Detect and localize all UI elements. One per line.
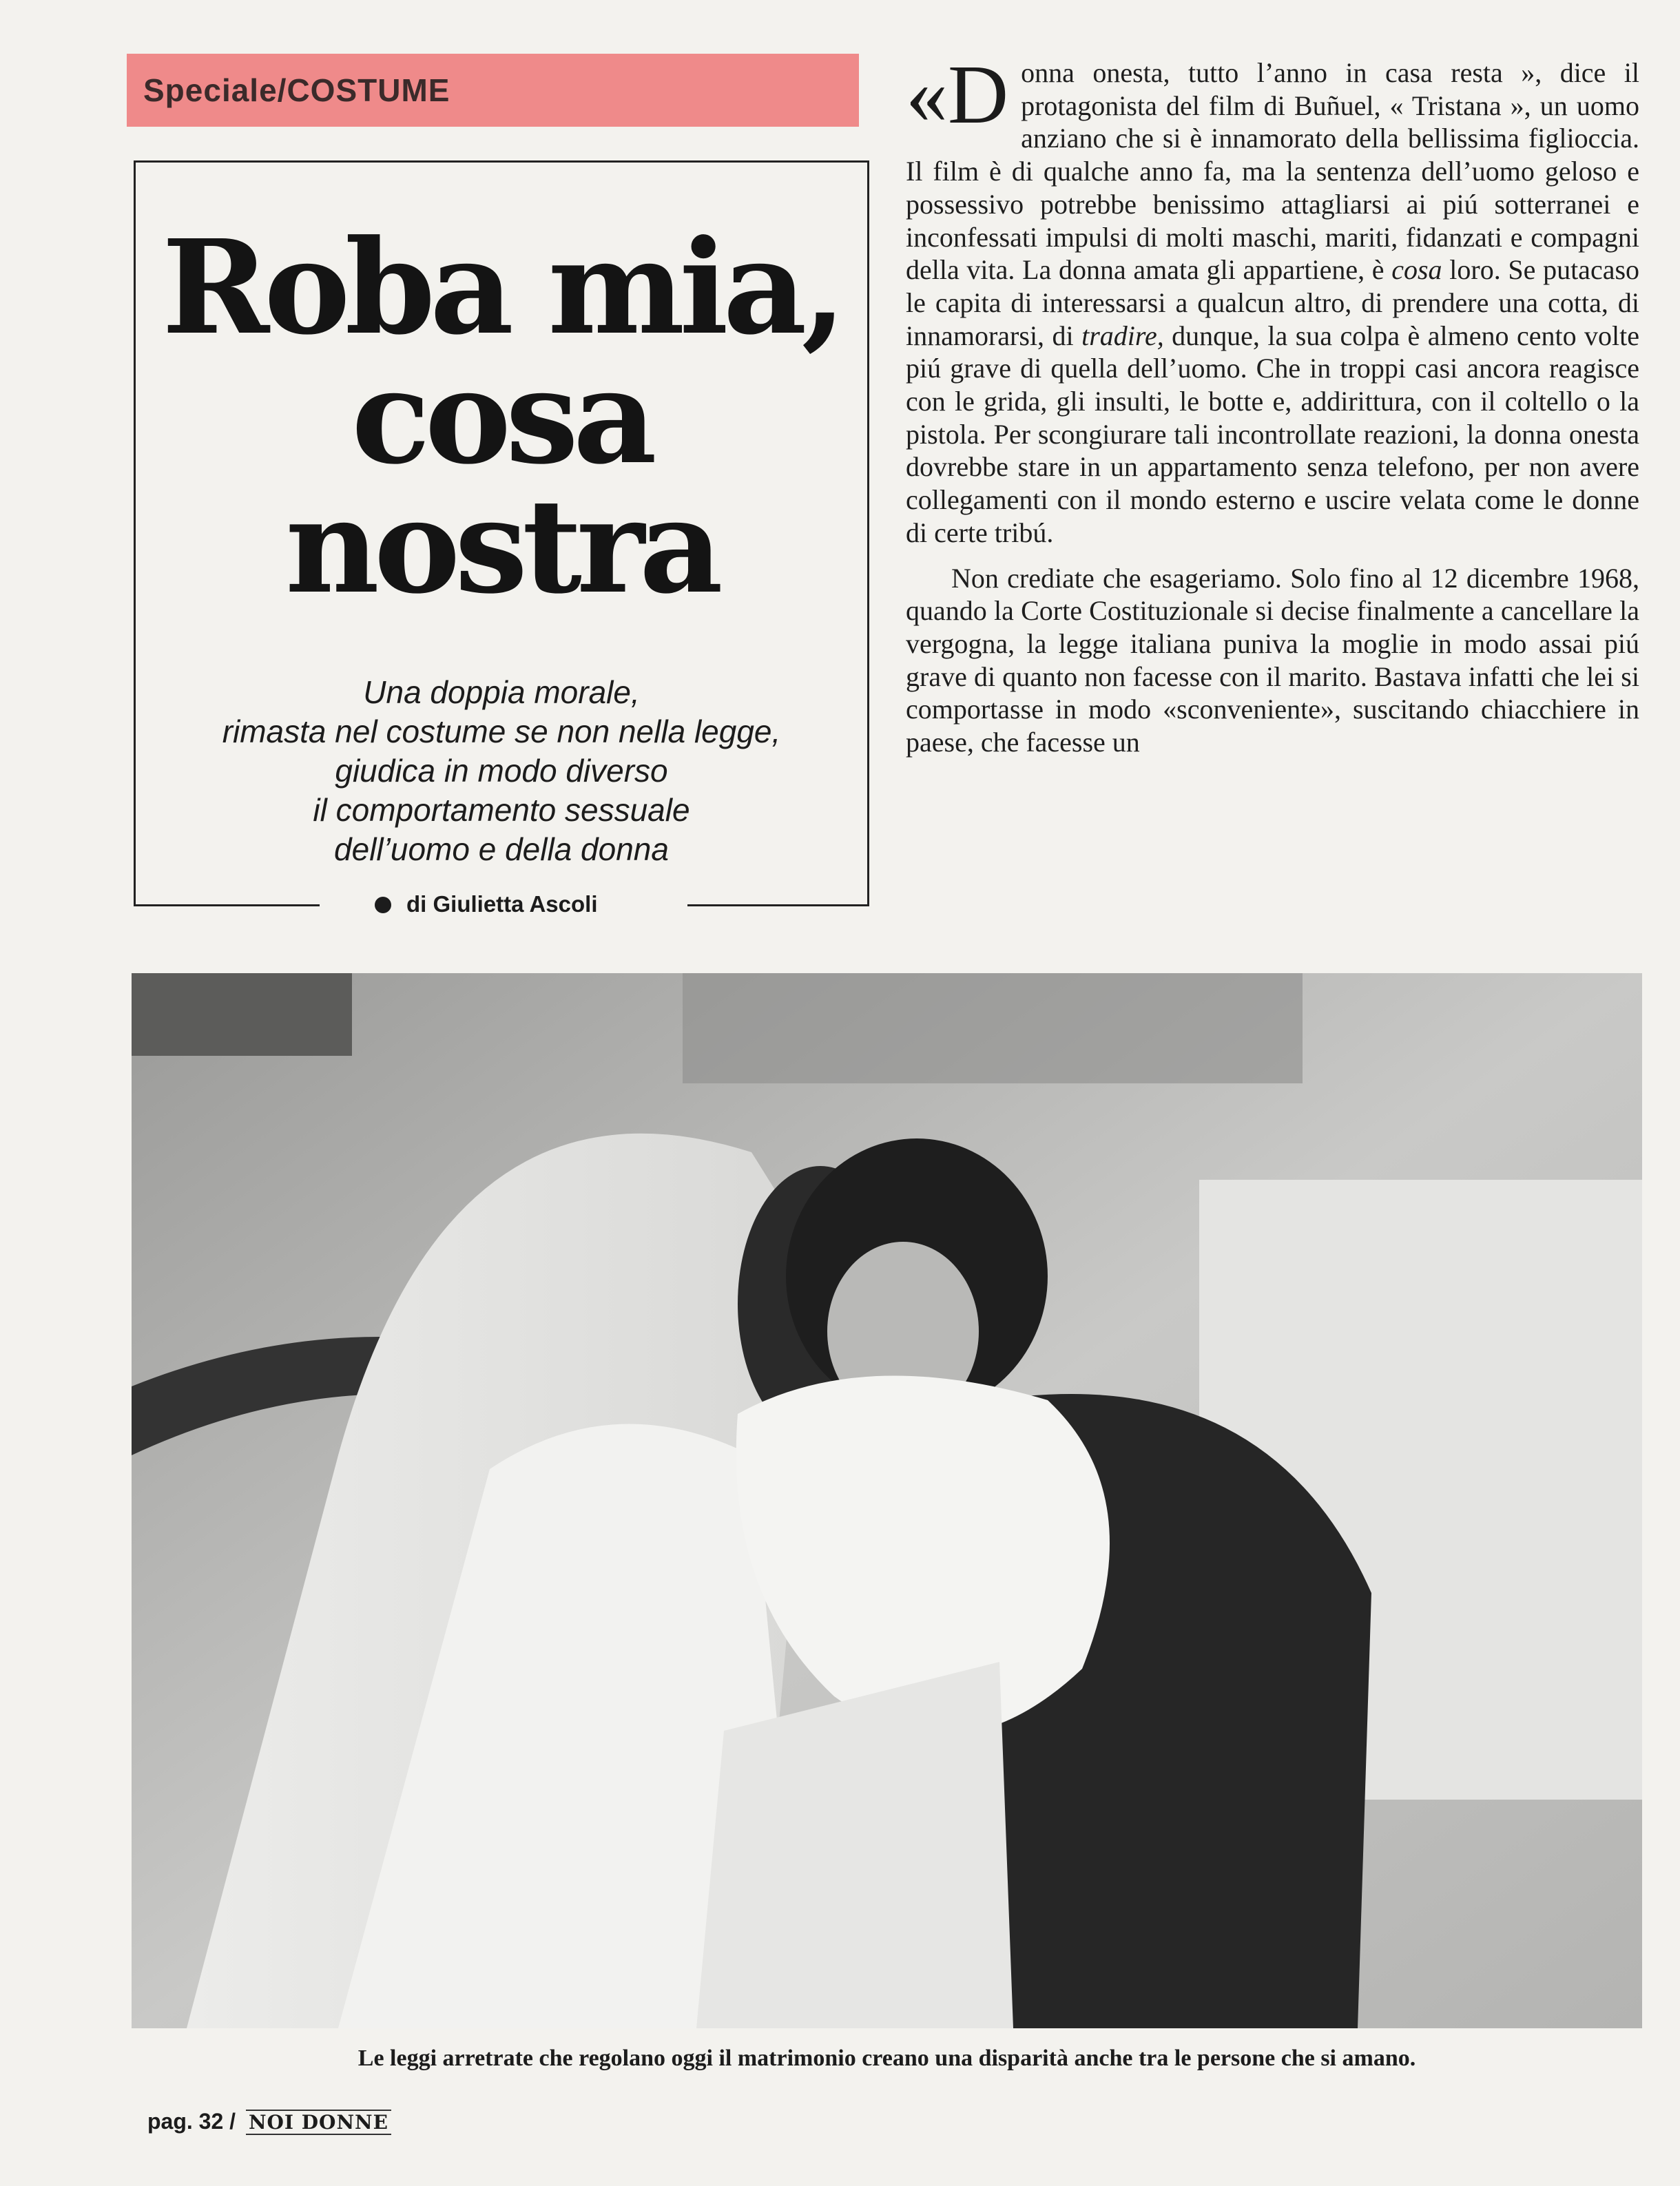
wedding-photo [132,973,1642,2028]
section-header-band [127,54,859,127]
page-number: pag. 32 [147,2109,224,2134]
body-paragraph-2: Non crediate che esageriamo. Solo fino al 12 dicembre 1968, quando la Corte Costituzionale si decise finalmente a cancellare la vergogna, la legge italiana puniva la moglie in modo assai piú grave di quanto non facesse con il marito. Bastava infatti che lei si comportasse in modo «sconveniente», suscitando chiacchiere in paese, che facesse un [906,562,1639,758]
byline [375,891,598,917]
paragraph-1-part-3: dunque, la sua colpa è almeno cento volte piú grave di quella dell’uomo. Che in troppi casi ancora reagisce con le grida, gli insulti, le botte e, addirittura, con il coltello o la pistola. Per scongiurare tali incontrollate reazioni, la donna onesta dovrebbe stare in un appartamento senza telefono, per non avere collegamenti con il mondo esterno e uscire velata come le donne di certe tribú. [906,320,1639,548]
magazine-logo: NOI DONNE [246,2110,391,2135]
paragraph-1-emphasis-2: tradire, [1081,320,1164,351]
article-body [906,56,1639,904]
wedding-photo-illustration [132,973,1642,2028]
bullet-icon [375,897,391,913]
paragraph-1-emphasis-1: cosa [1391,254,1442,286]
article-deck: Una doppia morale, rimasta nel costume se non nella legge, giudica in modo diverso il comportamento sessuale dell’uomo e della donna [222,674,781,867]
section-label: Speciale/COSTUME [143,72,450,108]
byline-rule-right [687,904,869,906]
body-paragraph-1 [906,56,1639,550]
byline-text: di Giulietta Ascoli [406,891,598,917]
article-title: Roba mia, cosa nostra [162,211,841,623]
photo-caption: Le leggi arretrate che regolano oggi il matrimonio creano una disparità anche tra le persone che si amano. [357,2046,1416,2071]
drop-cap: «D [906,56,1009,141]
byline-rule-left [134,904,320,906]
page-footer [147,2109,391,2134]
paragraph-1-part-1: onna onesta, tutto l’anno in casa resta », dice il protagonista del film di Buñuel, « Tristana », un uomo anziano che si è innamorato della bellissima figlioccia. Il film è di qualche anno fa, ma la sentenza dell’uomo geloso e possessivo potrebbe benissimo attagliarsi ai piú sotterranei e inconfessati impulsi di molti maschi, mariti, fidanzati e compagni della vita. La donna amata gli appartiene, è [906,57,1639,286]
footer-separator: / [223,2109,242,2134]
paragraph-1-part-2: loro. Se putacaso le capita di interessarsi a qualcun altro, di prendere una cotta, di innamorarsi, di [906,254,1639,351]
title-box [134,160,869,906]
